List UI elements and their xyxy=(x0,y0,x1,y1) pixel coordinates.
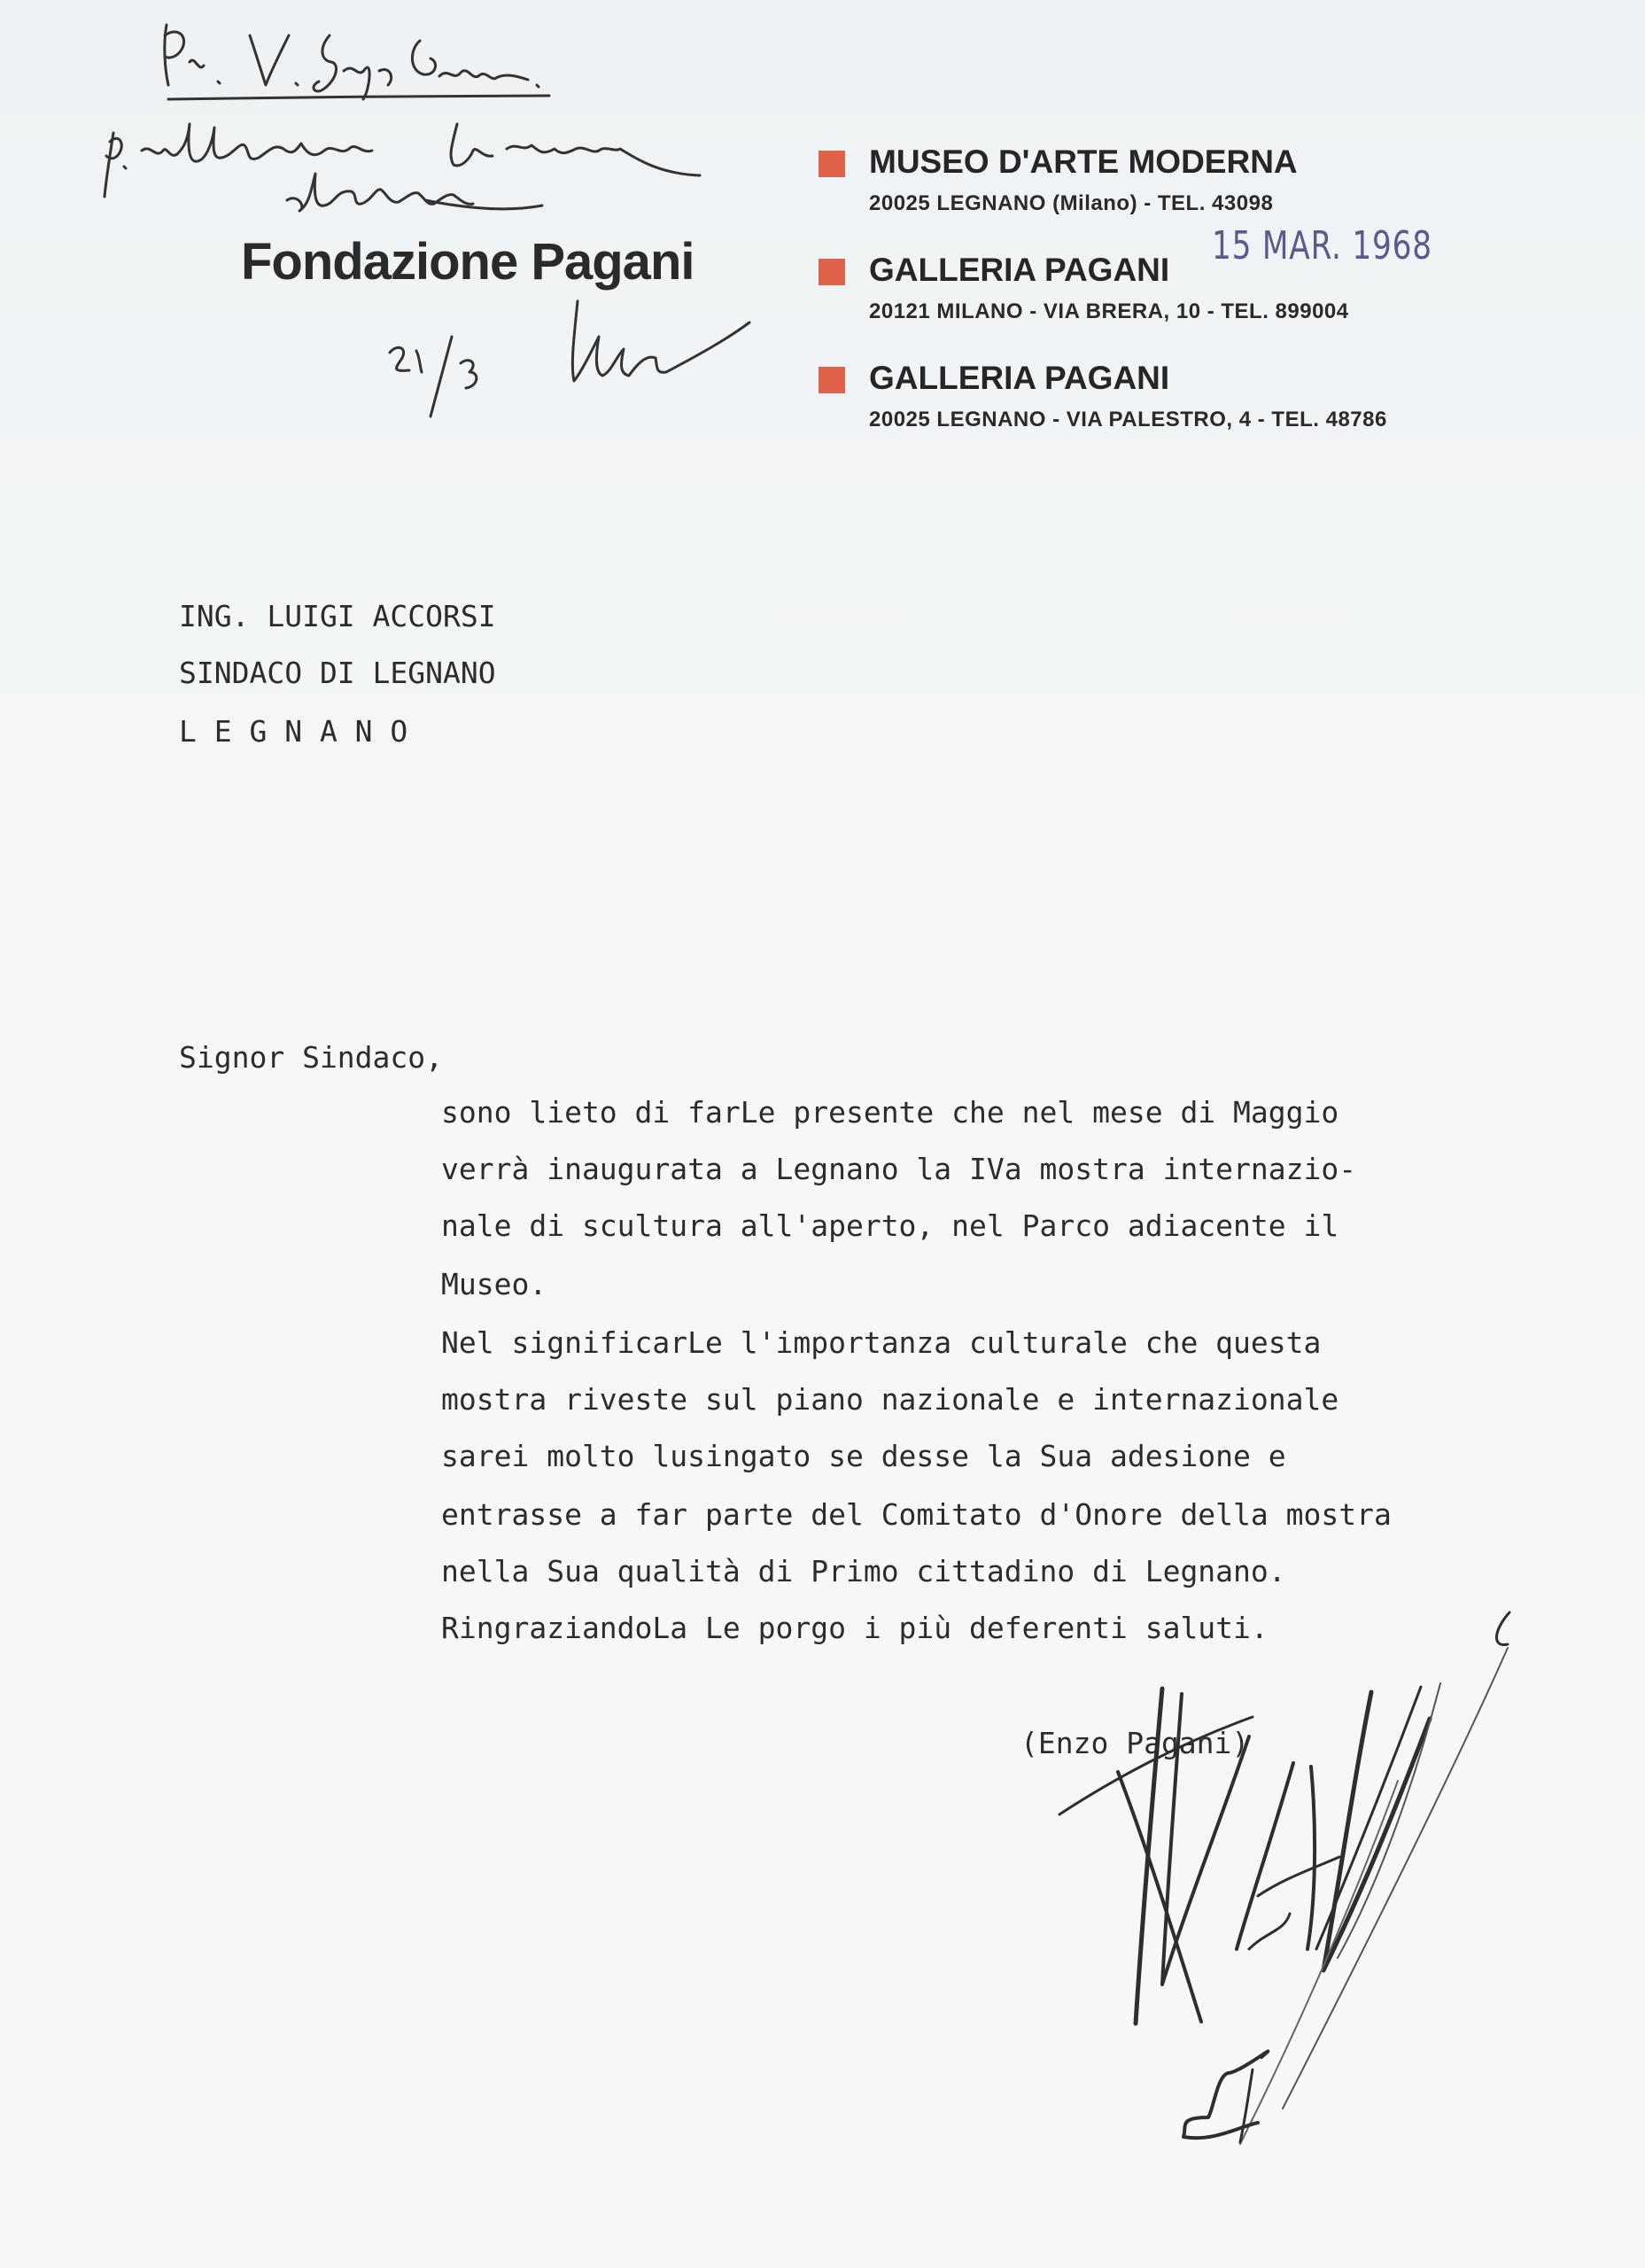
venue-name: GALLERIA PAGANI xyxy=(869,252,1170,288)
body-line: sono lieto di farLe presente che nel mese di Maggio xyxy=(441,1095,1339,1130)
body-line: Museo. xyxy=(441,1267,547,1301)
venue-address: 20025 LEGNANO - VIA PALESTRO, 4 - TEL. 48786 xyxy=(869,408,1387,431)
recipient-name: ING. LUIGI ACCORSI xyxy=(179,599,496,633)
recipient-title: SINDACO DI LEGNANO xyxy=(179,656,496,690)
organization-name: Fondazione Pagani xyxy=(241,233,694,291)
body-line: nale di scultura all'aperto, nel Parco adiacente il xyxy=(441,1208,1339,1243)
venue-address: 20025 LEGNANO (Milano) - TEL. 43098 xyxy=(869,191,1274,215)
venue-name: GALLERIA PAGANI xyxy=(869,360,1170,396)
body-line: Nel significarLe l'importanza culturale che questa xyxy=(441,1325,1322,1360)
signatory-name: (Enzo Pagani) xyxy=(1020,1726,1250,1760)
venue-bullet-square xyxy=(819,259,845,285)
venue-bullet-square xyxy=(819,151,845,177)
body-line: nella Sua qualità di Primo cittadino di Legnano. xyxy=(441,1554,1286,1588)
salutation: Signor Sindaco, xyxy=(179,1040,444,1075)
venue-bullet-square xyxy=(819,367,845,393)
body-line: entrasse a far parte del Comitato d'Onore della mostra xyxy=(441,1497,1392,1532)
body-line: RingraziandoLa Le porgo i più deferenti saluti. xyxy=(441,1611,1269,1645)
venue-name: MUSEO D'ARTE MODERNA xyxy=(869,144,1298,180)
venue-address: 20121 MILANO - VIA BRERA, 10 - TEL. 899004 xyxy=(869,299,1349,323)
body-line: mostra riveste sul piano nazionale e internazionale xyxy=(441,1382,1339,1417)
body-line: sarei molto lusingato se desse la Sua adesione e xyxy=(441,1439,1286,1473)
body-line: verrà inaugurata a Legnano la IVa mostra internazio- xyxy=(441,1152,1357,1186)
date-stamp: 15 MAR. 1968 xyxy=(1212,223,1432,268)
recipient-city: L E G N A N O xyxy=(179,714,408,749)
